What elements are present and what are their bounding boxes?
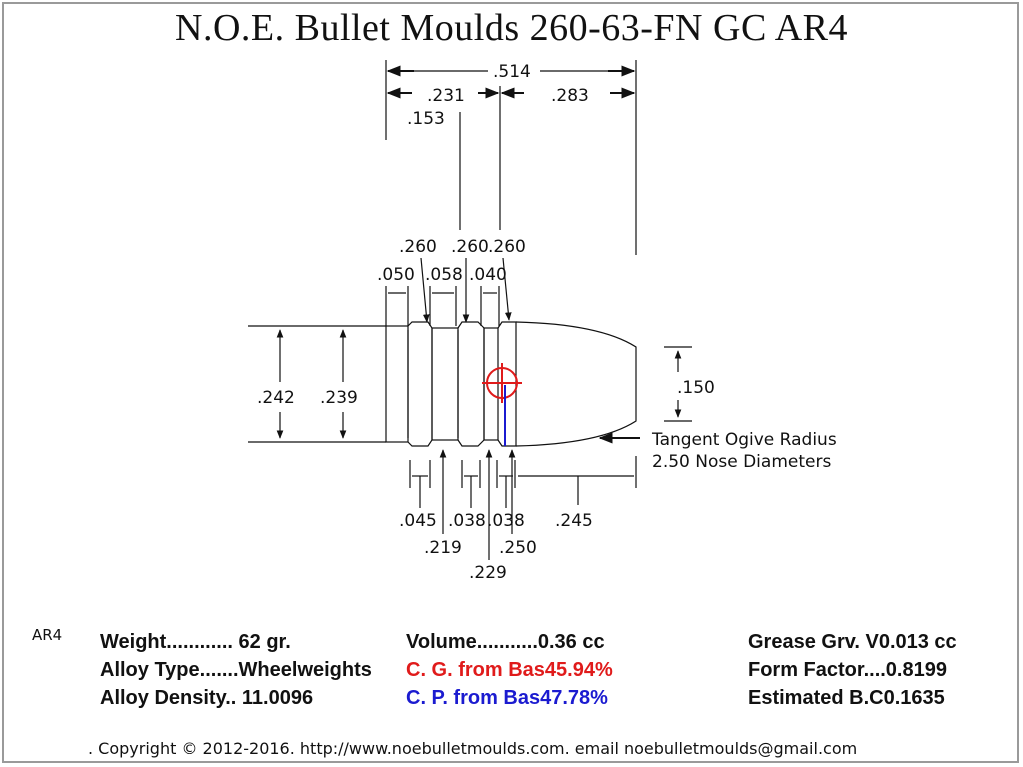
stat-grease: Grease Grv. V0.013 cc: [748, 631, 957, 653]
stat-volume: Volume...........0.36 cc: [406, 631, 605, 653]
label-153: .153: [407, 109, 445, 129]
nose-diameter: [664, 347, 715, 421]
upper-lengths: [377, 265, 507, 326]
label-040: .040: [469, 265, 507, 285]
label-045: .045: [399, 511, 437, 531]
label-245: .245: [555, 511, 593, 531]
label-d260-2: .260: [451, 237, 489, 257]
ogive-line2: 2.50 Nose Diameters: [652, 452, 832, 472]
lower-lengths: [399, 456, 636, 531]
label-250: .250: [499, 538, 537, 558]
label-d260-1: .260: [399, 237, 437, 257]
copyright-footer: . Copyright © 2012-2016. http://www.noebulletmoulds.com. email noebulletmoulds@gmail.com: [88, 739, 858, 758]
left-diameters: [248, 326, 386, 442]
label-219: .219: [424, 538, 462, 558]
label-242: .242: [257, 388, 295, 408]
label-050: .050: [377, 265, 415, 285]
label-058: .058: [425, 265, 463, 285]
stat-cg: C. G. from Bas45.94%: [406, 659, 613, 681]
label-150: .150: [677, 378, 715, 398]
label-038-2: .038: [487, 511, 525, 531]
stat-alloy-density: Alloy Density.. 11.0096: [100, 687, 314, 709]
top-extension-lines: [386, 60, 636, 255]
dim-231-283: [388, 86, 634, 129]
ogive-line1: Tangent Ogive Radius: [652, 430, 837, 450]
stat-cp: C. P. from Bas47.78%: [406, 687, 608, 709]
stat-weight: Weight............ 62 gr.: [100, 631, 291, 653]
label-231: .231: [427, 86, 465, 106]
label-283: .283: [551, 86, 589, 106]
label-038-1: .038: [448, 511, 486, 531]
tag-ar4: AR4: [32, 626, 63, 644]
stat-bc: Estimated B.C0.1635: [748, 687, 945, 709]
label-d260-3: .260: [488, 237, 526, 257]
label-229: .229: [469, 563, 507, 583]
label-overall: .514: [493, 62, 531, 82]
dim-overall-514: [388, 62, 634, 82]
stat-alloy-type: Alloy Type.......Wheelweights: [100, 659, 372, 681]
page-title: N.O.E. Bullet Moulds 260-63-FN GC AR4: [175, 7, 848, 49]
label-239: .239: [320, 388, 358, 408]
stat-form-factor: Form Factor....0.8199: [748, 659, 947, 681]
